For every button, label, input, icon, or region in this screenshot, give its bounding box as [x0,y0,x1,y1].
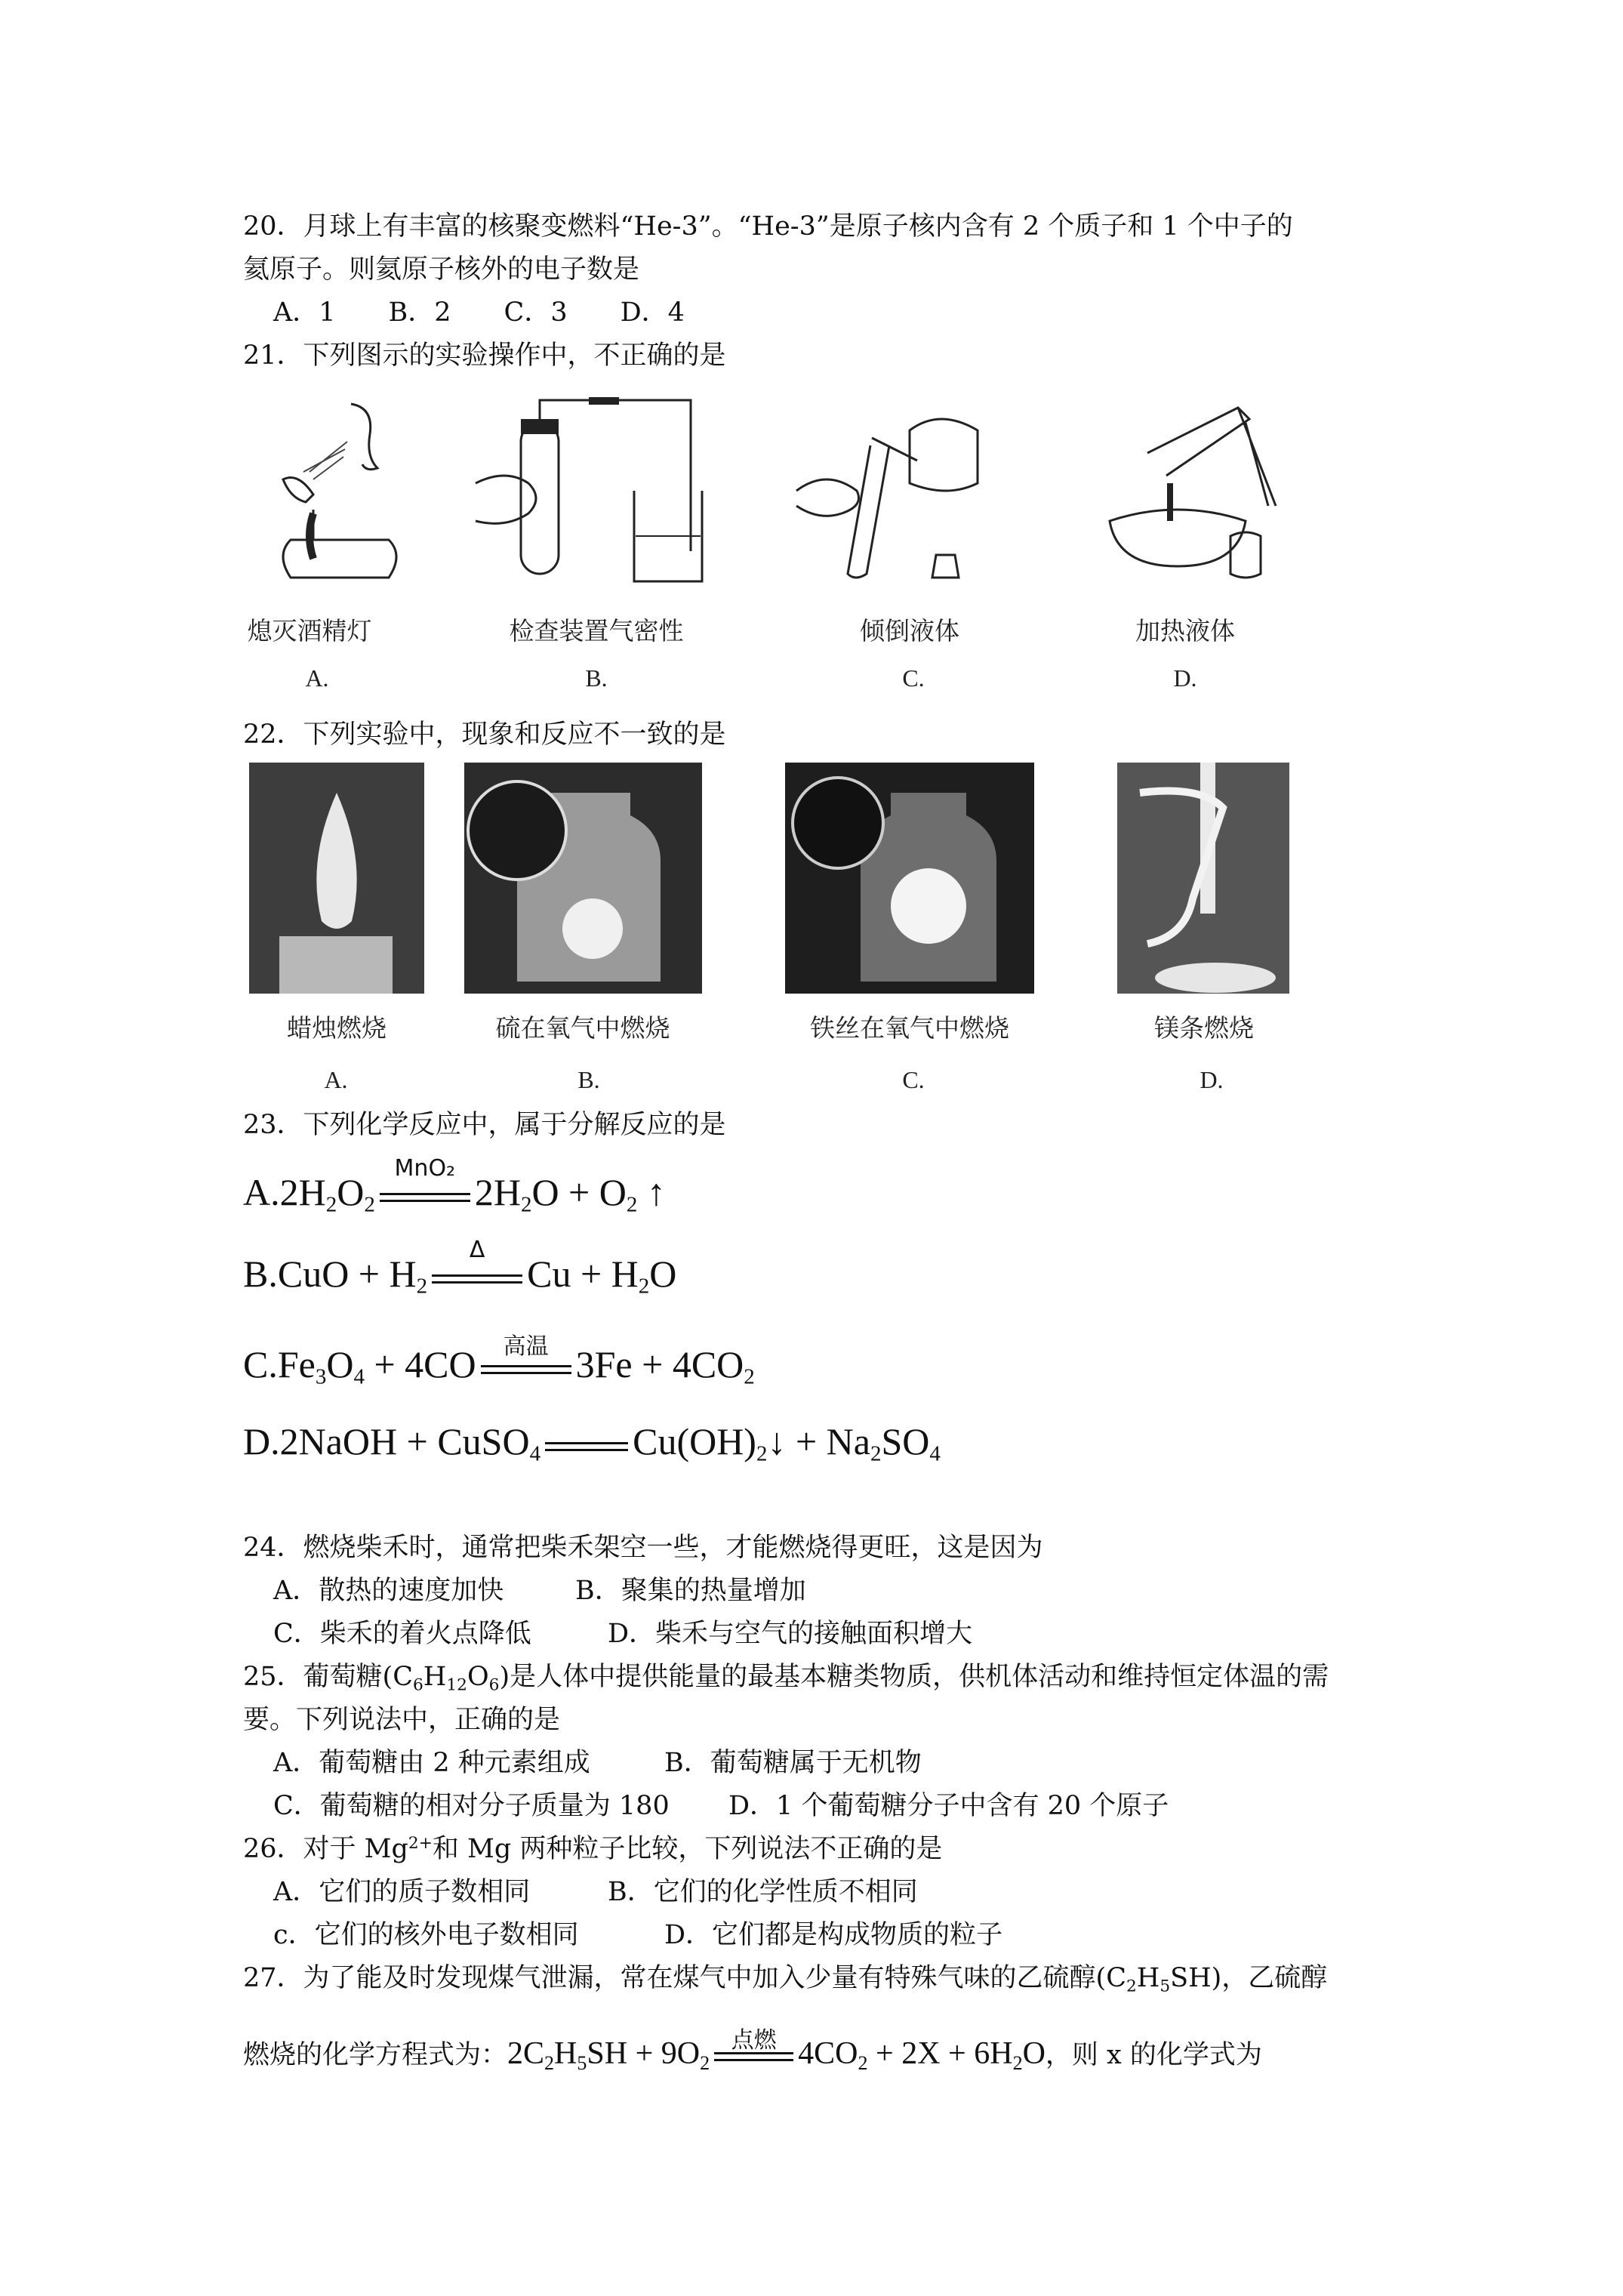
q27-condition: 点燃 [731,2027,777,2054]
sulfur-burning-photo [464,763,702,994]
equation-d: D.2NaOH + CuSO$_4$ $Cu(OH)_2↓ + Na_2SO_4$ [243,1420,941,1466]
equation-a-condition: MnO₂ [394,1154,456,1182]
q20-line1: 20．月球上有丰富的核聚变燃料“He-3”。“He-3”是原子核内含有 2 个质子和 1 个中子的 [243,211,1293,242]
q24-option-b: B．聚集的热量增加 [575,1576,806,1606]
equation-c: $C.Fe_3O_4 + 4CO$ 高温 $3Fe + 4CO_2$ [243,1342,755,1386]
equation-b-condition: Δ [469,1236,485,1263]
q24-option-d: D．柴禾与空气的接触面积增大 [608,1619,973,1649]
q27-line1-start: 27．为了能及时发现煤气泄漏，常在煤气中加入少量有特殊气味的乙硫醇 [243,1963,1096,1993]
magnesium-burning-photo [1117,763,1289,994]
q26-option-d: D．它们都是构成物质的粒子 [664,1920,1003,1950]
q21-caption-b: 检查装置气密性 [509,616,684,646]
q21-stem: 21．下列图示的实验操作中，不正确的是 [243,341,726,371]
q25-line2: 要。下列说法中，正确的是 [243,1705,561,1735]
q27-line1-end: ，乙硫醇 [1221,1963,1328,1993]
candle-photo [249,763,424,994]
q24-option-a: A．散热的速度加快 [273,1576,504,1606]
heat-liquid-figure [1095,393,1291,589]
q20-line2: 氦原子。则氦原子核外的电子数是 [243,254,640,285]
q22-caption-b: 硫在氧气中燃烧 [495,1013,670,1043]
q25-option-b: B．葡萄糖属于无机物 [664,1748,922,1778]
q21-letter-b: B. [585,664,608,692]
q21-letter-a: A. [305,664,329,692]
iron-wire-burning-photo [785,763,1034,994]
q25-option-a: A．葡萄糖由 2 种元素组成 [273,1748,590,1778]
equation-c-condition: 高温 [503,1333,549,1360]
pour-liquid-figure [789,393,1015,589]
q21-caption-d: 加热液体 [1135,616,1235,646]
q21-caption-a: 熄灭酒精灯 [247,616,372,646]
q27-line2 [243,2027,1262,2082]
q25-line1: 25．葡萄糖$(C_6H_{12}O_6)$是人体中提供能量的最基本糖类物质，供机体活动和维持恒定体温的需 [243,1662,1329,1695]
q23-stem: 23．下列化学反应中，属于分解反应的是 [243,1110,726,1140]
q21-letter-c: C. [902,664,925,692]
q22-letter-c: C. [902,1066,925,1093]
q26-stem: 26．对于 $Mg^{2+}$和 Mg 两种粒子比较，下列说法不正确的是 [243,1834,943,1864]
q22-letter-b: B. [577,1066,600,1093]
q24-stem: 24．燃烧柴禾时，通常把柴禾架空一些，才能燃烧得更旺，这是因为 [243,1533,1043,1563]
q21-letter-d: D. [1173,664,1197,692]
q27-equation: $2C_2H_5SH + 9O_2$ 点燃 $4CO_2 + 2X + 6H_2O$ [507,2036,1046,2071]
q21-caption-c: 倾倒液体 [860,616,959,646]
q25-stem-end: 是人体中提供能量的最基本糖类物质，供机体活动和维持恒定体温的需 [510,1662,1329,1692]
q22-letter-a: A. [324,1066,348,1093]
q25-option-c: C．葡萄糖的相对分子质量为 180 [273,1791,670,1821]
q26-option-b: B．它们的化学性质不相同 [608,1877,918,1907]
q24-option-c: C．柴禾的着火点降低 [273,1619,531,1649]
q27-line1: 27．为了能及时发现煤气泄漏，常在煤气中加入少量有特殊气味的乙硫醇$(C_2H_5SH)$，乙硫醇 [243,1963,1328,1996]
q26-stem-end: 两种粒子比较，下列说法不正确的是 [519,1834,943,1864]
q22-caption-d: 镁条燃烧 [1154,1013,1254,1043]
q27-line2-start: 燃烧的化学方程式为： [243,2040,508,2070]
q22-caption-a: 蜡烛燃烧 [287,1013,387,1043]
q20-options: A．1 B．2 C．3 D．4 [273,297,685,328]
q25-option-d: D．1 个葡萄糖分子中含有 20 个原子 [728,1791,1169,1821]
q27-line2-end: ，则 x 的化学式为 [1045,2040,1262,2070]
airtightness-figure [468,393,710,596]
q22-stem: 22．下列实验中，现象和反应不一致的是 [243,720,726,750]
extinguish-lamp-figure [260,396,411,593]
q26-option-c: c．它们的核外电子数相同 [273,1920,579,1950]
equation-b: $B.CuO + H_2$ Δ $Cu + H_2O$ [243,1236,677,1299]
equation-a: $A.2H_2O_2$ MnO₂ $2H_2O + O_2$ ↑ [243,1154,666,1217]
q26-option-a: A．它们的质子数相同 [273,1877,531,1907]
q22-letter-d: D. [1200,1066,1224,1093]
q22-caption-c: 铁丝在氧气中燃烧 [810,1013,1009,1043]
